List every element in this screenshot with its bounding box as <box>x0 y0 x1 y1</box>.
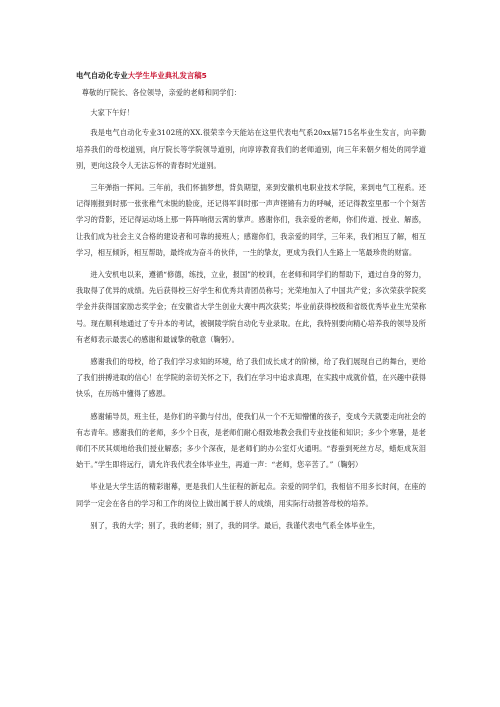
paragraph-6: 毕业是大学生活的精彩谢幕，更是我们人生征程的新起点。亲爱的同学们，我相信不用多长时间，在座的同学一定会在各自的学习和工作的岗位上做出属于骄人的成绩，用实际行动报答母校的培养。 <box>76 482 426 508</box>
title-part-1: 电气自动化专业 <box>76 71 128 80</box>
paragraph-3: 进入安机电以来，遵循“修德，练技，立业，报国”的校训，在老师和同学们的帮助下，通过自身的努力，我取得了优异的成绩。先后获得校三好学生和优秀共青团员称号；光荣地加入了中国共产党；多次荣获学院奖学金并获得国家励志奖学金；在安徽省大学生创业大赛中两次获奖；毕业前获得校级和省级优秀毕业生光荣称号。现在顺利地通过了专升本的考试，被铜陵学院自动化专业录取。在此，我特别要向精心培养我的领导及所有老师表示最衷心的感谢和最诚挚的敬意（鞠躬）。 <box>76 270 426 344</box>
salutation: 尊敬的厅院长、各位领导，亲爱的老师和同学们： <box>81 88 241 97</box>
paragraph-1: 我是电气自动化专业3102班的XX.很荣幸今天能站在这里代表电气系20xx届715名毕业生发言，向辛勤培养我们的母校道别，向厅院长等学院领导道别，向谆谆教育我们的老师道别，向三年来朝夕相处的同学道别，更向这段令人无法忘怀的青春时光道别。 <box>76 128 426 170</box>
paragraph-4: 感谢我们的母校，给了我们学习求知的环境，给了我们成长成才的阶梯，给了我们展现自己的舞台，更给了我们拼搏进取的信心！在学院的亲切关怀之下，我们在学习中追求真理，在实践中成就价值，在兴趣中获得快乐，在历练中懂得了感恩。 <box>76 357 426 399</box>
paragraph-7: 别了，我的大学；别了，我的老师；别了，我的同学。最后，我谨代表电气系全体毕业生， <box>90 520 380 530</box>
greeting: 大家下午好！ <box>90 108 134 118</box>
document-body <box>76 70 426 540</box>
paragraph-2: 三年弹指一挥间。三年前，我们怀揣梦想，背负期望，来到安徽机电职业技术学院，来到电气工程系。还记得刚报到时那一张张稚气未脱的脸庞，还记得军训时那一声声铿锵有力的呼喊，还记得教室里那一个个刻苦学习的背影，还记得运动场上那一阵阵响彻云霄的掌声。感谢你们，我亲爱的老师，你们传道、授业、解惑，让我们成为社会主义合格的建设者和可靠的接班人；感谢你们，我亲爱的同学，三年来，我们相互了解，相互学习，相互倾诉，相互帮助，最终成为奋斗的伙伴，一生的挚友，更成为我们人生路上一笔最珍贵的财富。 <box>76 183 426 257</box>
title-part-2: 大学生毕业典礼发言稿5 <box>127 71 207 80</box>
paragraph-5: 感谢辅导员，班主任，是你们的辛勤与付出，使我们从一个不无知懵懂的孩子，变成今天就要走向社会的有志青年。感谢我们的老师，多少个日夜，是老师们耐心细致地教会我们专业技能和知识；多少个寒暑，是老师们不厌其烦地给我们授业解惑；多少个深夜，是老师们的办公室灯火通明。“春蚕到死丝方尽，蜡炬成灰泪始干。”学生即将远行，请允许我代表全体毕业生，再道一声：“老师，您辛苦了。”（鞠躬） <box>76 411 426 470</box>
document-title <box>76 70 426 82</box>
